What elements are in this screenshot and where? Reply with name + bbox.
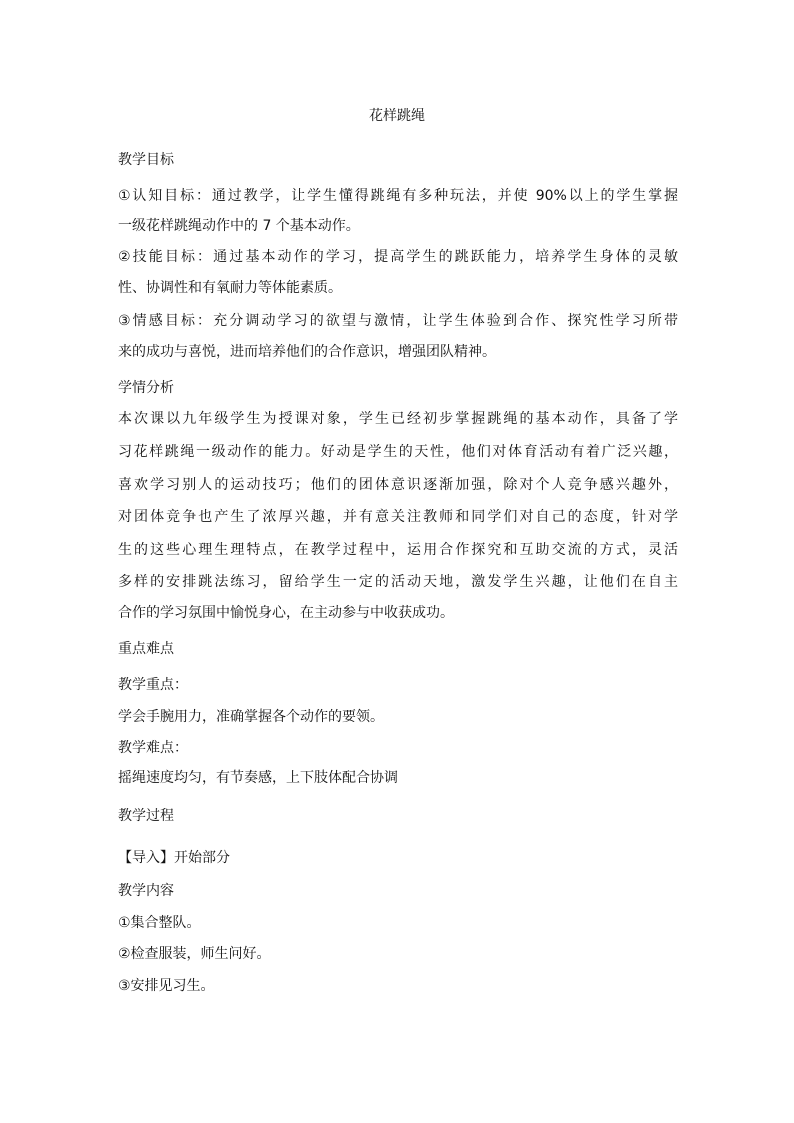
paragraph-line: 对团体竞争也产生了浓厚兴趣，并有意关注教师和同学们对自己的态度，针对学 [118,509,678,525]
paragraph-line: 本次课以九年级学生为授课对象，学生已经初步掌握跳绳的基本动作，具备了学 [118,411,678,427]
list-item: ①集合整队。 [118,915,201,931]
list-item: ②检查服装，师生问好。 [118,946,271,962]
paragraph-line: ①认知目标：通过教学，让学生懂得跳绳有多种玩法，并使 90%以上的学生掌握 [118,188,678,204]
paragraph-line: 习花样跳绳一级动作的能力。好动是学生的天性，他们对体育活动有着广泛兴趣， [118,444,678,460]
paragraph-line: 多样的安排跳法练习，留给学生一定的活动天地，激发学生兴趣，让他们在自主 [118,574,678,590]
heading-teaching-objectives: 教学目标 [118,152,174,168]
paragraph-line: 喜欢学习别人的运动技巧；他们的团体意识逐渐加强，除对个人竞争感兴趣外， [118,477,678,493]
heading-key-points: 重点难点 [118,641,174,657]
paragraph-line: 一级花样跳绳动作中的 7 个基本动作。 [118,218,360,234]
paragraph-line: 性、协调性和有氧耐力等体能素质。 [118,280,342,296]
paragraph-line: 学会手腕用力，准确掌握各个动作的要领。 [118,709,384,725]
subheading-teaching-content: 教学内容 [118,883,174,899]
paragraph-line: 合作的学习氛围中愉悦身心，在主动参与中收获成功。 [118,605,454,621]
paragraph-line: 来的成功与喜悦，进而培养他们的合作意识，增强团队精神。 [118,344,496,360]
paragraph-line: 摇绳速度均匀，有节奏感，上下肢体配合协调 [118,770,398,786]
subheading-key-point: 教学重点： [118,677,188,693]
heading-student-analysis: 学情分析 [118,380,174,396]
document-title: 花样跳绳 [369,108,425,124]
paragraph-line: ②技能目标：通过基本动作的学习，提高学生的跳跃能力，培养学生身体的灵敏 [118,249,678,265]
paragraph-line: 生的这些心理生理特点，在教学过程中，运用合作探究和互助交流的方式，灵活 [118,542,678,558]
paragraph-line: ③情感目标：充分调动学习的欲望与激情，让学生体验到合作、探究性学习所带 [118,313,678,329]
subheading-difficulty: 教学难点： [118,740,188,756]
list-item: ③安排见习生。 [118,978,215,994]
heading-teaching-process: 教学过程 [118,808,174,824]
section-intro-heading: 【导入】开始部分 [118,850,230,866]
